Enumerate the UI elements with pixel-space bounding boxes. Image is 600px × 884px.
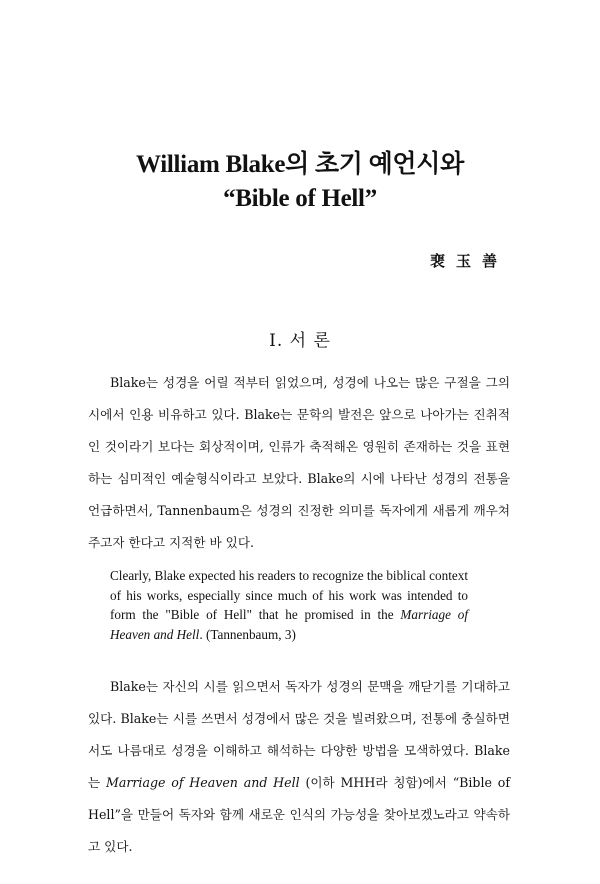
title-line-2: “Bible of Hell”	[223, 185, 377, 212]
paragraph-2-text-before: Blake는 자신의 시를 읽으면서 독자가 성경의 문맥을 깨닫기를 기대하고 있다. Blake는 시를 쓰면서 성경에서 많은 것을 빌려왔으며, 전통에 충실하면서도 나름대로 성경을 이해하고 해석하는 다양한 방법을 모색하였다. Blake는	[88, 679, 510, 790]
paragraph-2-italic-title: Marriage of Heaven and Hell	[105, 775, 300, 790]
author-name: 裵玉善	[429, 252, 508, 270]
quote-text-before: Clearly, Blake expected his readers to recognize the biblical context of his works, especially since much of his work was intended to form the "Bible of Hell" that he promised in the	[110, 568, 468, 622]
title-line-1: William Blake의 초기 예언시와	[136, 151, 464, 178]
paragraph-2-text-after: (이하 MHH라 칭함)에서 “Bible of Hell”을 만들어 독자와 함께 새로운 인식의 가능성을 찾아보겠노라고 약속하고 있다.	[88, 775, 511, 854]
quote-italic-title: Marriage of Heaven and Hell	[110, 607, 468, 642]
quote-text-after: . (Tannenbaum, 3)	[199, 626, 296, 642]
paragraph-1: Blake는 성경을 어릴 적부터 읽었으며, 성경에 나오는 많은 구절을 그의 시에서 인용 비유하고 있다. Blake는 문학의 발전은 앞으로 나아가는 진취적인 것이라기 보다는 회상적이며, 인류가 축적해온 영원히 존재하는 것을 표현하는 심미적인 예술형식이라고 보았다. Blake의 시에 나타난 성경의 전통을 언급하면서, Tannenbaum은 성경의 진정한 의미를 독자에게 새롭게 깨우쳐 주고자 한다고 지적한 바 있다.	[88, 375, 510, 550]
paragraph-2	[88, 671, 510, 863]
section-heading: I. 서 론	[269, 331, 331, 351]
block-quote	[110, 566, 468, 644]
